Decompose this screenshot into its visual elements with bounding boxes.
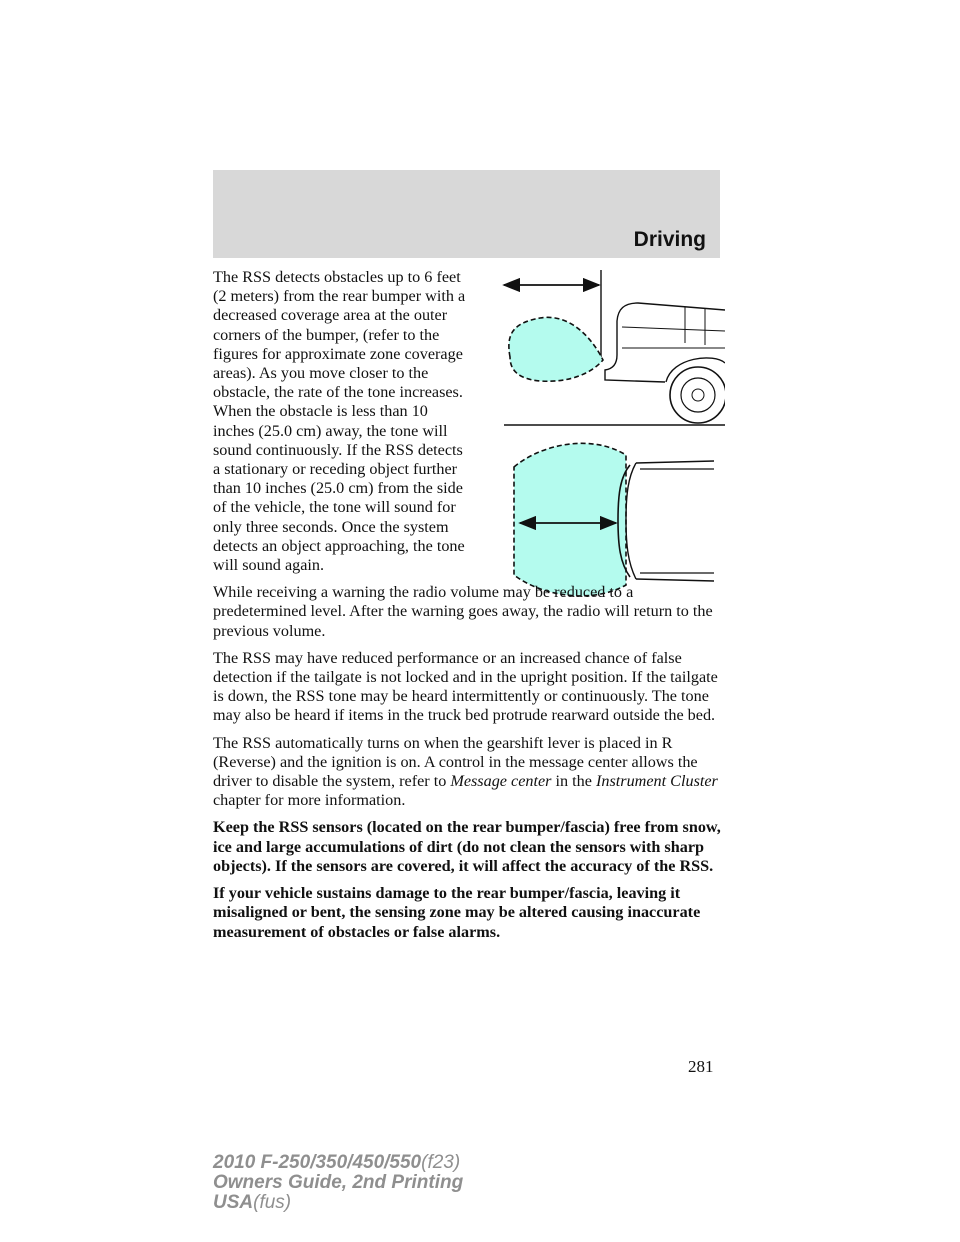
instrument-cluster-reference: Instrument Cluster: [596, 772, 718, 791]
body-text: [213, 268, 723, 950]
paragraph-bumper-damage: If your vehicle sustains damage to the rear bumper/fascia, leaving it misaligned or bent, the sensing zone may be altered causing inaccurate measurement of obstacles or false alarms.: [213, 884, 701, 941]
paragraph-radio-volume: [213, 583, 723, 641]
footer-model-line: 2010 F-250/350/450/550(f23): [213, 1152, 461, 1173]
paragraph-sensor-care: Keep the RSS sensors (located on the rear bumper/fascia) free from snow, ice and large accumulations of dirt (do not clean the sensors with sharp objects). If the sensors are covered, it will affect the accuracy of the RSS.: [213, 818, 721, 875]
paragraph-activation: The RSS automatically turns on when the gearshift lever is placed in R (Reverse) and the ignition is on. A control in the message center allows the driver to disable the system, refer to Message center in the Instrument Cluster chapter for more information.: [213, 733, 718, 810]
footer-guide-line: Owners Guide, 2nd Printing: [213, 1172, 464, 1193]
paragraph-tailgate: The RSS may have reduced performance or an increased chance of false detection if the tailgate is not locked and in the upright position. If the tailgate is down, the RSS tone may be heard intermittently or continuously. The tone may also be heard if items in the truck bed protrude rearward outside the bed.: [213, 648, 718, 725]
footer: [213, 1153, 463, 1213]
header-band: [213, 170, 720, 258]
message-center-reference: Message center: [450, 772, 552, 791]
page-number: 281: [688, 1057, 714, 1076]
section-title: Driving: [633, 228, 706, 251]
paragraph-radio-volume-text: While receiving a warning the radio volume may be reduced to a predetermined level. After the warning goes away, the radio will return to the previous volume.: [213, 583, 713, 640]
paragraph-detection-range: The RSS detects obstacles up to 6 feet (2 meters) from the rear bumper with a decreased coverage area at the outer corners of the bumper, (refer to the figures for approximate zone coverage areas). As you move closer to the obstacle, the rate of the tone increases. When the obstacle is less than 10 inches (25.0 cm) away, the tone will sound continuously. If the RSS detects a stationary or receding object further than 10 inches (25.0 cm) from the side of the vehicle, the tone will sound for only three seconds. Once the system detects an object approaching, the tone will sound again.: [213, 268, 466, 575]
footer-region-line: USA(fus): [213, 1192, 292, 1213]
